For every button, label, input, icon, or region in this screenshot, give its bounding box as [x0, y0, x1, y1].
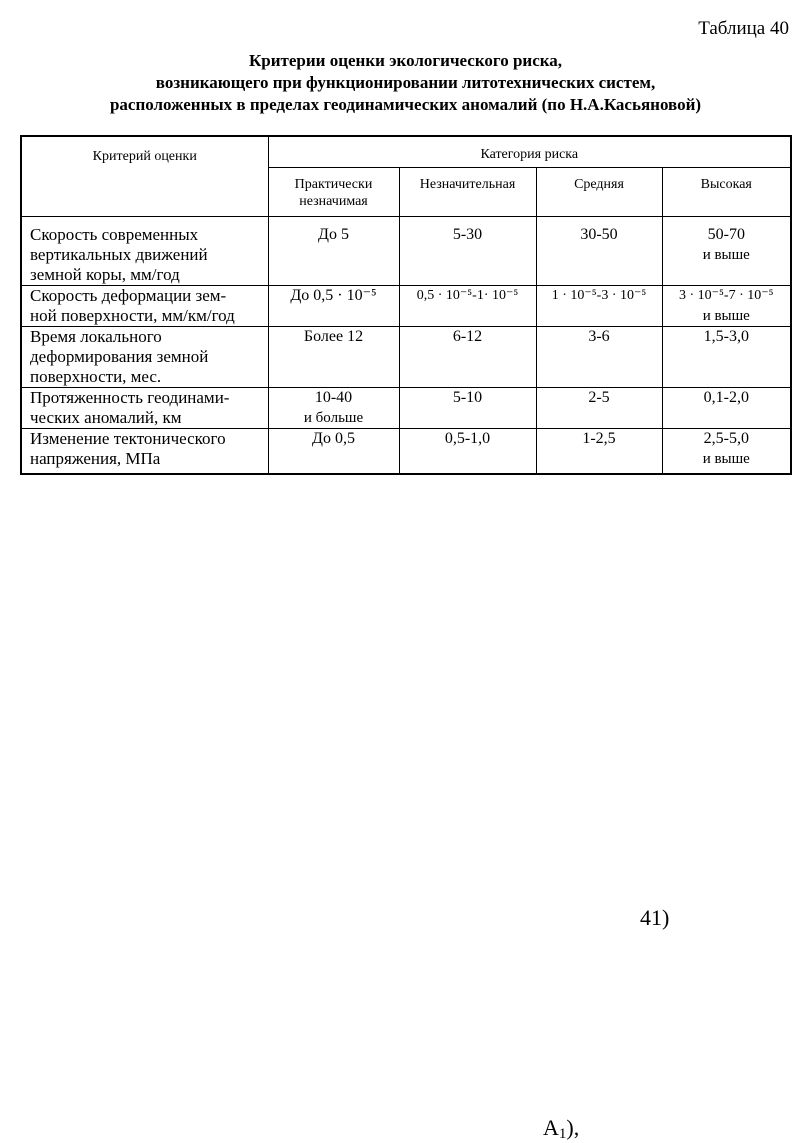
value-cell: 0,1-2,0: [662, 388, 791, 429]
value-cell: 6-12: [399, 327, 536, 388]
value-cell: 1 · 10⁻⁵-3 · 10⁻⁵: [536, 286, 662, 327]
value-cell: 0,5-1,0: [399, 429, 536, 475]
value-cell: 10-40 и больше: [268, 388, 399, 429]
value-cell: 3-6: [536, 327, 662, 388]
header-category-high: Высокая: [662, 168, 791, 217]
value-cell: 1-2,5: [536, 429, 662, 475]
value-cell: 5-30: [399, 217, 536, 286]
table-row: [21, 388, 791, 429]
table-row: [21, 217, 791, 286]
value-cell: 50-70 и выше: [662, 217, 791, 286]
value-cell: 30-50: [536, 217, 662, 286]
criterion-cell: Скорость деформации зем- ной поверхности, мм/км/год: [21, 286, 268, 327]
value-cell: Более 12: [268, 327, 399, 388]
table-row: [21, 327, 791, 388]
value-cell: До 0,5: [268, 429, 399, 475]
header-criterion: Критерий оценки: [21, 136, 268, 217]
title-line: Критерии оценки экологического риска,: [248, 51, 563, 70]
value-cell: 2,5-5,0 и выше: [662, 429, 791, 475]
header-category-negligible: Практически незначимая: [268, 168, 399, 217]
value-cell: 3 · 10⁻⁵-7 · 10⁻⁵ и выше: [662, 286, 791, 327]
risk-criteria-table: [20, 135, 792, 475]
value-cell: До 0,5 · 10⁻⁵: [268, 286, 399, 327]
value-cell: 1,5-3,0: [662, 327, 791, 388]
value-cell: 2-5: [536, 388, 662, 429]
equation-number-fragment: 41): [640, 905, 670, 930]
value-cell: До 5: [268, 217, 399, 286]
value-cell: 5-10: [399, 388, 536, 429]
table-row: [21, 429, 791, 475]
table-title: [0, 50, 811, 116]
title-line: возникающего при функционировании литотехнических систем,: [155, 73, 656, 92]
criterion-cell: Изменение тектонического напряжения, МПа: [21, 429, 268, 475]
header-category-insignificant: Незначительная: [399, 168, 536, 217]
value-cell: 0,5 · 10⁻⁵-1· 10⁻⁵: [399, 286, 536, 327]
table-number: Таблица 40: [698, 18, 789, 39]
a1-fragment: $A_1$),: [543, 1115, 580, 1142]
criterion-cell: Протяженность геодинами- ческих аномалий, км: [21, 388, 268, 429]
table-row: [21, 286, 791, 327]
header-category-medium: Средняя: [536, 168, 662, 217]
header-risk-category: Категория риска: [268, 136, 791, 168]
criterion-cell: Скорость современных вертикальных движений земной коры, мм/год: [21, 217, 268, 286]
title-line: расположенных в пределах геодинамических аномалий (по Н.А.Касьяновой): [109, 95, 702, 114]
criterion-cell: Время локального деформирования земной поверхности, мес.: [21, 327, 268, 388]
